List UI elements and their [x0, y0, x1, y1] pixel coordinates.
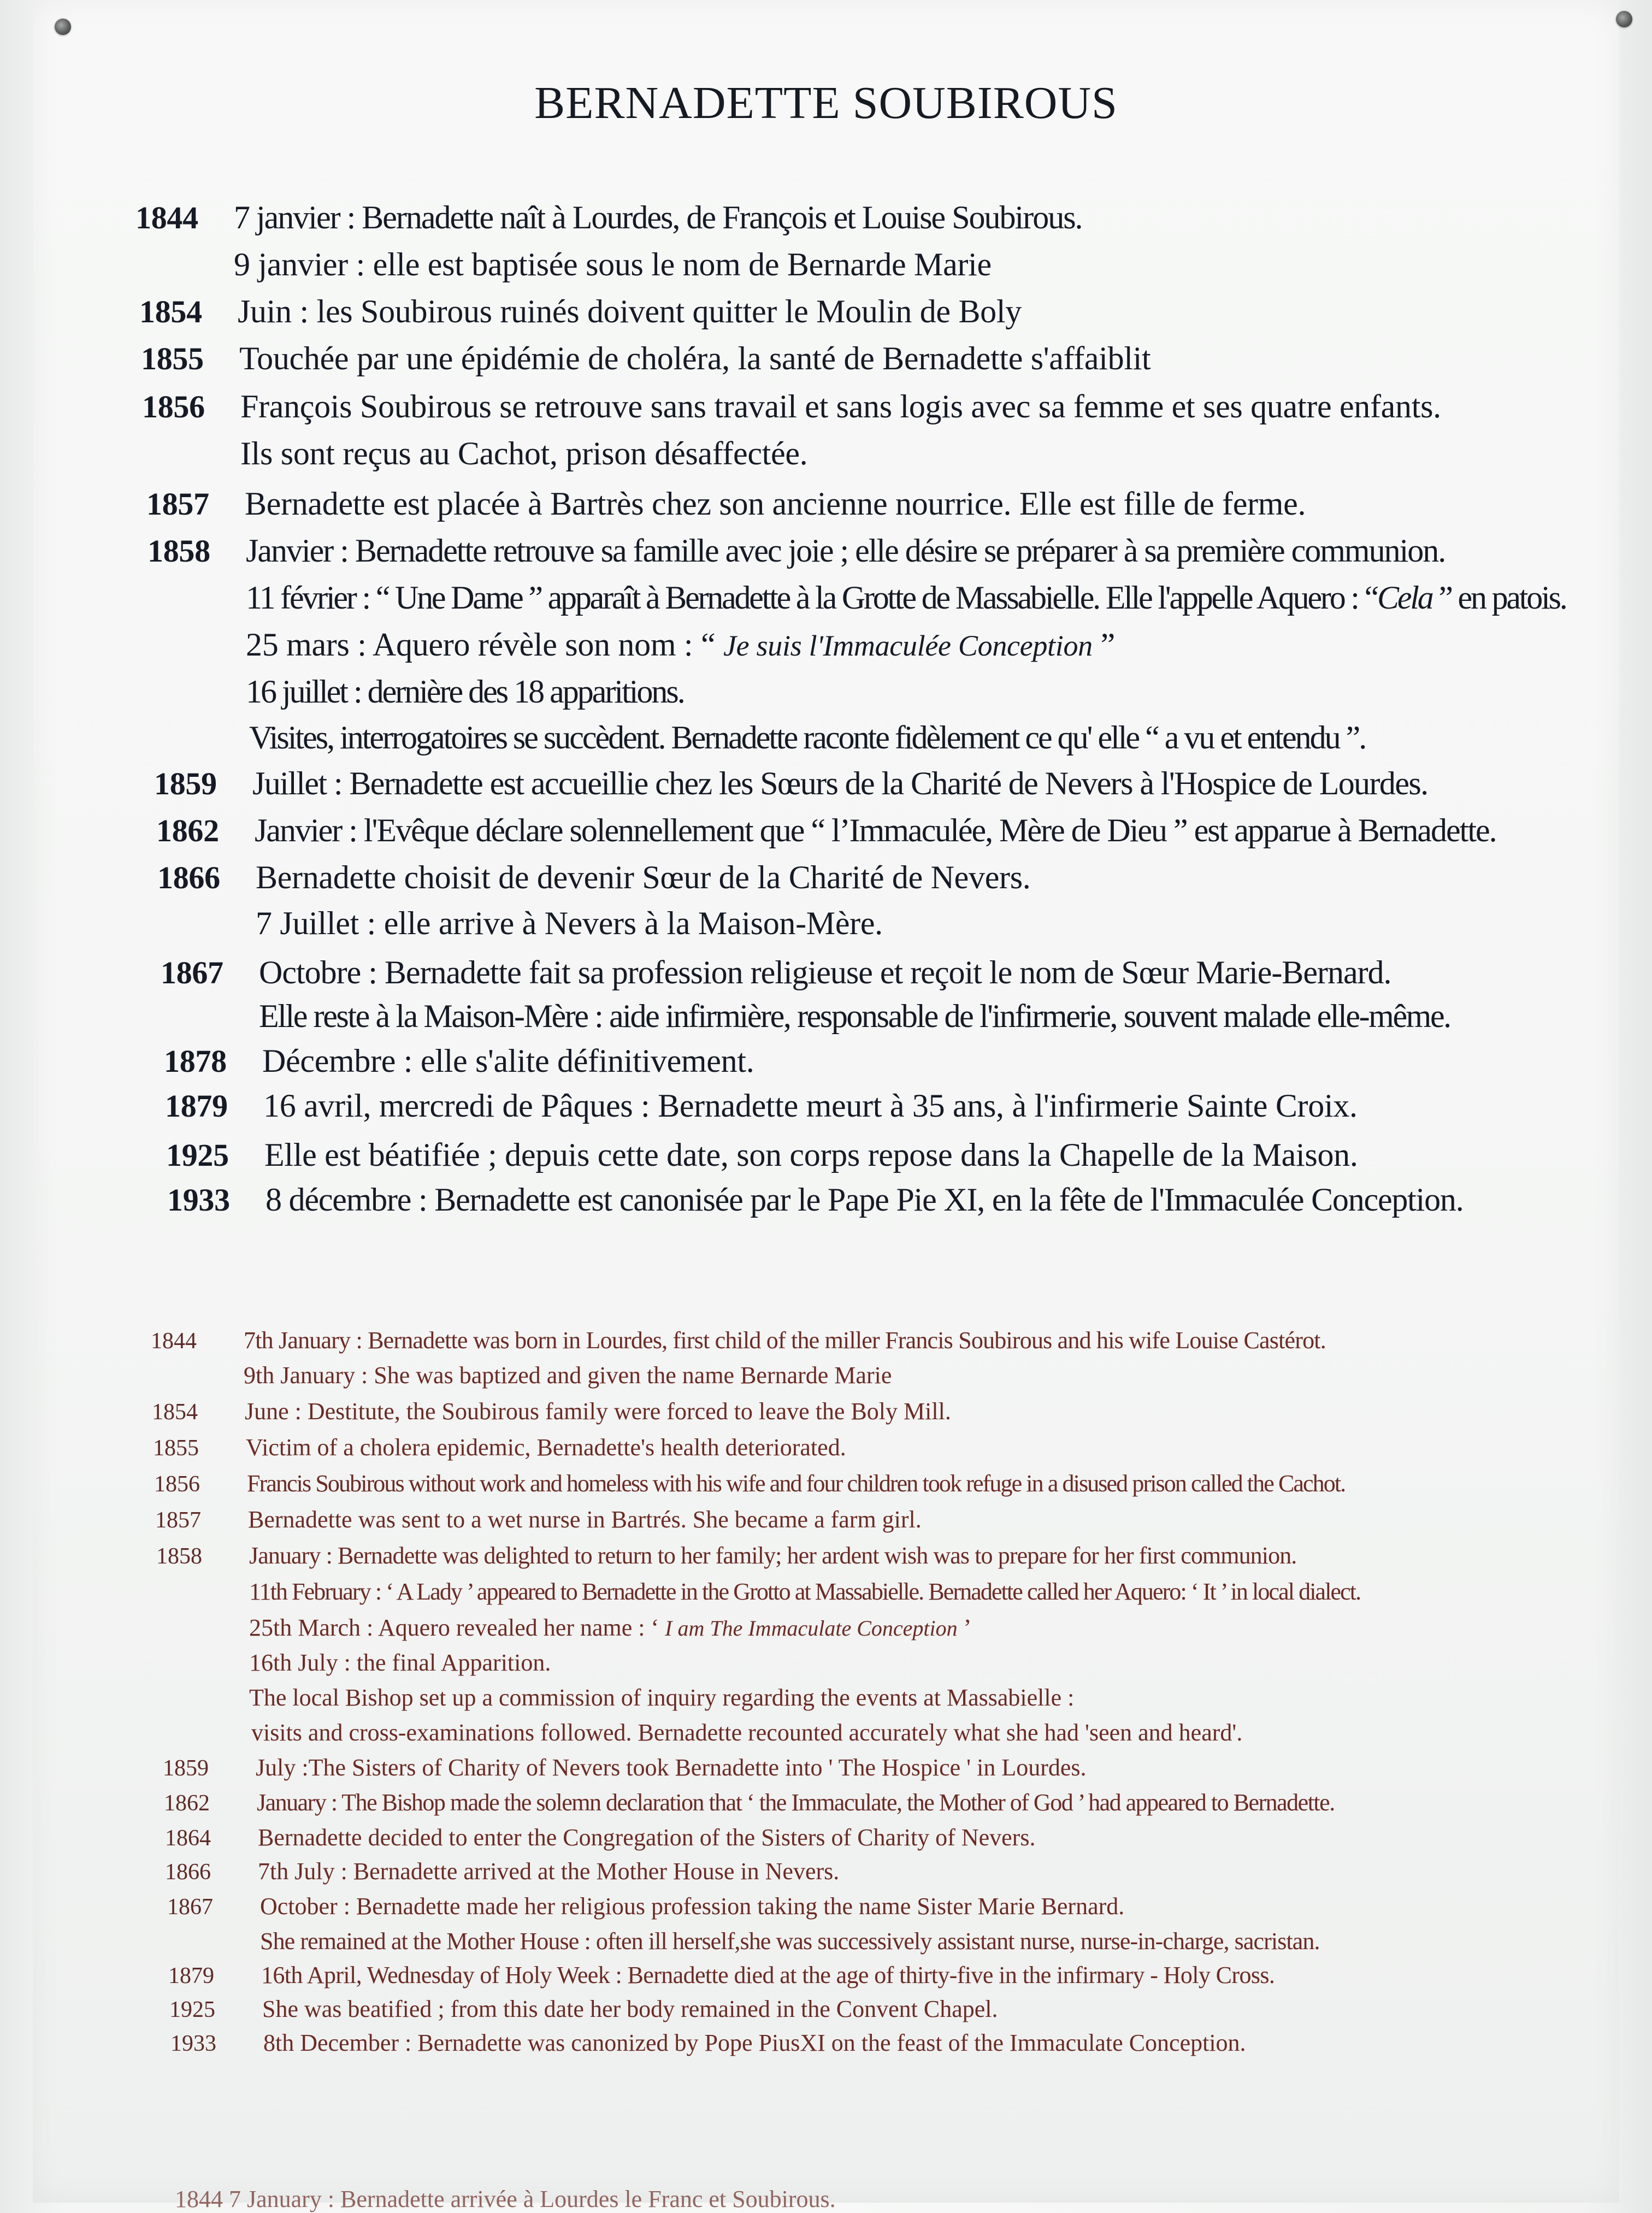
timeline-entry	[153, 1433, 846, 1461]
entry-text: Bernadette est placée à Bartrès chez son ancienne nourrice. Elle est fille de ferme.	[245, 486, 1306, 522]
plaque-title: BERNADETTE SOUBIROUS	[534, 78, 1118, 128]
entry-text: June : Destitute, the Soubirous family were forced to leave the Boly Mill.	[245, 1398, 951, 1425]
entry-year: 1844	[135, 200, 198, 235]
entry-text: January : The Bishop made the solemn declaration that ‘ the Immaculate, the Mother of God ’ had appeared to Bernadette.	[257, 1789, 1335, 1816]
timeline-entry	[135, 199, 1082, 237]
entry-text: Juin : les Soubirous ruinés doivent quitter le Moulin de Boly	[238, 293, 1022, 329]
entry-year: 1858	[148, 533, 210, 569]
entry-text: Décembre : elle s'alite définitivement.	[262, 1043, 754, 1079]
entry-year: 1854	[152, 1400, 198, 1425]
entry-year: 1878	[164, 1043, 227, 1079]
entry-year: 1857	[146, 486, 209, 522]
entry-text: visits and cross-examinations followed. Bernadette recounted accurately what she had 'seen and heard'.	[251, 1719, 1243, 1746]
entry-year: 1857	[155, 1508, 201, 1533]
entry-text: 7th July : Bernadette arrived at the Mother House in Nevers.	[258, 1858, 840, 1885]
timeline-entry	[152, 1397, 951, 1425]
timeline-entry	[167, 1181, 1464, 1219]
timeline-entry	[154, 1470, 1345, 1497]
timeline-entry	[142, 388, 1441, 426]
timeline-entry	[164, 1042, 754, 1080]
entry-text: 7 Juillet : elle arrive à Nevers à la Maison-Mère.	[256, 905, 883, 941]
timeline-entry	[146, 485, 1306, 523]
timeline-entry	[148, 626, 1115, 664]
entry-text: François Soubirous se retrouve sans travail et sans logis avec sa femme et ses quatre enfants.	[240, 388, 1441, 424]
entry-text: January : Bernadette was delighted to return to her family; her ardent wish was to prepare for her first communion.	[249, 1542, 1297, 1569]
entry-year: 1856	[142, 389, 205, 424]
entry-text: 16 juillet : dernière des 18 apparitions.	[246, 674, 684, 710]
entry-year: 1862	[156, 813, 219, 848]
entry-text: Victim of a cholera epidemic, Bernadette's health deteriorated.	[246, 1434, 846, 1461]
timeline-entry	[167, 1927, 1320, 1955]
entry-text: 16th July : the final Apparition.	[249, 1649, 551, 1676]
entry-text: October : Bernadette made her religious profession taking the name Sister Marie Bernard.	[260, 1893, 1125, 1920]
timeline-entry	[165, 1857, 839, 1885]
entry-text: 7 janvier : Bernadette naît à Lourdes, de François et Louise Soubirous.	[234, 199, 1082, 235]
entry-text: Bernadette decided to enter the Congregation of the Sisters of Charity of Nevers.	[258, 1824, 1036, 1851]
entry-year: 1864	[165, 1826, 211, 1851]
entry-text: 7th January : Bernadette was born in Lourdes, first child of the miller Francis Soubirous and his wife Louise Castérot.	[244, 1327, 1326, 1354]
timeline-entry	[166, 1136, 1358, 1174]
entry-year: 1855	[141, 341, 204, 376]
timeline-entry	[141, 340, 1150, 377]
timeline-entry	[156, 1614, 971, 1642]
timeline-entry	[156, 812, 1496, 849]
entry-text: The local Bishop set up a commission of inquiry regarding the events at Massabielle :	[249, 1684, 1075, 1711]
entry-year: 1925	[169, 1997, 215, 2022]
timeline-entry	[157, 859, 1030, 896]
entry-year: 1933	[167, 1182, 230, 1218]
entry-year: 1925	[166, 1137, 229, 1173]
entry-year: 1866	[157, 860, 220, 895]
entry-text: Ils sont reçus au Cachot, prison désaffectée.	[240, 435, 808, 471]
entry-year: 1879	[165, 1088, 228, 1124]
entry-year: 1867	[161, 955, 223, 990]
timeline-entry	[148, 579, 1566, 617]
entry-text: 16 avril, mercredi de Pâques : Bernadette meurt à 35 ans, à l'infirmerie Sainte Croix.	[263, 1088, 1358, 1124]
entry-text: Francis Soubirous without work and homeless with his wife and four children took refuge in a disused prison called the Cachot.	[247, 1470, 1346, 1497]
timeline-entry	[156, 1578, 1360, 1606]
entry-text: Touchée par une épidémie de choléra, la santé de Bernadette s'affaiblit	[239, 340, 1151, 376]
entry-year: 1859	[163, 1756, 209, 1781]
timeline-entry	[165, 1823, 1035, 1851]
screw-icon	[55, 19, 71, 35]
timeline-entry	[142, 435, 807, 473]
entry-text: 11 février : “ Une Dame ” apparaît à Bernadette à la Grotte de Massabielle. Elle l'appelle Aquero : “Cela ” en patois.	[246, 580, 1566, 616]
timeline-entry	[156, 1542, 1296, 1569]
timeline-entry	[148, 673, 684, 711]
entry-text: 11th February : ‘ A Lady ’ appeared to Bernadette in the Grotto at Massabielle. Bernadette called her Aquero: ‘ It ’ in local dialect.	[249, 1578, 1361, 1605]
entry-text: July :The Sisters of Charity of Nevers took Bernadette into ' The Hospice ' in Lourdes.	[256, 1754, 1087, 1781]
entry-year: 1844	[151, 1329, 197, 1354]
entry-text: Elle reste à la Maison-Mère : aide infirmière, responsable de l'infirmerie, souvent malade elle-même.	[259, 998, 1450, 1034]
timeline-entry	[164, 1789, 1335, 1816]
timeline-entry	[148, 532, 1445, 570]
timeline-entry	[168, 1961, 1275, 1989]
entry-text: Bernadette was sent to a wet nurse in Bartrés. She became a farm girl.	[248, 1506, 922, 1533]
entry-text: Visites, interrogatoires se succèdent. Bernadette raconte fidèlement ce qu' elle “ a vu et entendu ”.	[249, 719, 1366, 756]
timeline-entry	[151, 1326, 1326, 1354]
timeline-entry	[167, 1892, 1124, 1920]
timeline-entry	[157, 905, 883, 942]
timeline-entry	[163, 1754, 1087, 1781]
entry-text: Juillet : Bernadette est accueillie chez les Sœurs de la Charité de Nevers à l'Hospice de Lourdes.	[252, 765, 1428, 801]
entry-text: 25th March : Aquero revealed her name : ‘ I am The Immaculate Conception ’	[249, 1614, 972, 1641]
timeline-entry	[154, 765, 1428, 802]
entry-year: 1854	[139, 294, 202, 329]
entry-year: 1879	[168, 1963, 214, 1988]
entry-text: She remained at the Mother House : often ill herself,she was successively assistant nurse, nurse-in-charge, sacristan.	[260, 1928, 1320, 1955]
entry-text: 25 mars : Aquero révèle son nom : “ Je suis l'Immaculée Conception ”	[246, 627, 1115, 663]
timeline-entry	[135, 246, 992, 284]
cut-off-line: 1844 7 January : Bernadette arrivée à Lourdes le Franc et Soubirous.	[175, 2186, 836, 2212]
entry-text: She was beatified ; from this date her body remained in the Convent Chapel.	[262, 1996, 998, 2022]
entry-year: 1859	[154, 766, 217, 801]
entry-text: 8th December : Bernadette was canonized by Pope PiusXI on the feast of the Immaculate Conception.	[263, 2029, 1246, 2056]
entry-year: 1866	[165, 1860, 211, 1885]
timeline-entry	[169, 1995, 998, 2023]
entry-text: 9th January : She was baptized and given the name Bernarde Marie	[244, 1362, 892, 1389]
entry-text: 8 décembre : Bernadette est canonisée par le Pape Pie XI, en la fête de l'Immaculée Conception.	[266, 1182, 1464, 1218]
timeline-entry	[156, 1684, 1074, 1712]
entry-text: 9 janvier : elle est baptisée sous le nom de Bernarde Marie	[234, 246, 992, 282]
timeline-entry	[161, 998, 1450, 1035]
entry-year: 1933	[170, 2031, 216, 2056]
entry-text: Janvier : l'Evêque déclare solennellement que “ l’Immaculée, Mère de Dieu ” est apparue à Bernadette.	[255, 812, 1496, 848]
entry-text: Elle est béatifiée ; depuis cette date, son corps repose dans la Chapelle de la Maison.	[264, 1137, 1358, 1173]
entry-year: 1862	[164, 1791, 210, 1816]
timeline-entry	[155, 1506, 922, 1533]
entry-year: 1858	[156, 1544, 202, 1569]
entry-text: Octobre : Bernadette fait sa profession religieuse et reçoit le nom de Sœur Marie-Bernard.	[259, 954, 1391, 990]
screw-icon	[1616, 11, 1632, 27]
timeline-entry	[151, 1361, 892, 1389]
timeline-entry	[165, 1087, 1358, 1125]
entry-text: 16th April, Wednesday of Holy Week : Bernadette died at the age of thirty-five in the infirmary - Holy Cross.	[261, 1962, 1275, 1988]
timeline-entry	[170, 2029, 1246, 2057]
timeline-entry	[151, 719, 1365, 757]
timeline-entry	[161, 954, 1391, 992]
timeline-entry	[158, 1719, 1242, 1746]
timeline-entry	[139, 293, 1022, 331]
entry-year: 1867	[167, 1895, 213, 1920]
entry-year: 1855	[153, 1436, 199, 1461]
timeline-entry	[156, 1649, 551, 1677]
entry-text: Bernadette choisit de devenir Sœur de la Charité de Nevers.	[256, 859, 1031, 895]
entry-text: Janvier : Bernadette retrouve sa famille avec joie ; elle désire se préparer à sa première communion.	[246, 533, 1446, 569]
entry-year: 1856	[154, 1472, 200, 1497]
